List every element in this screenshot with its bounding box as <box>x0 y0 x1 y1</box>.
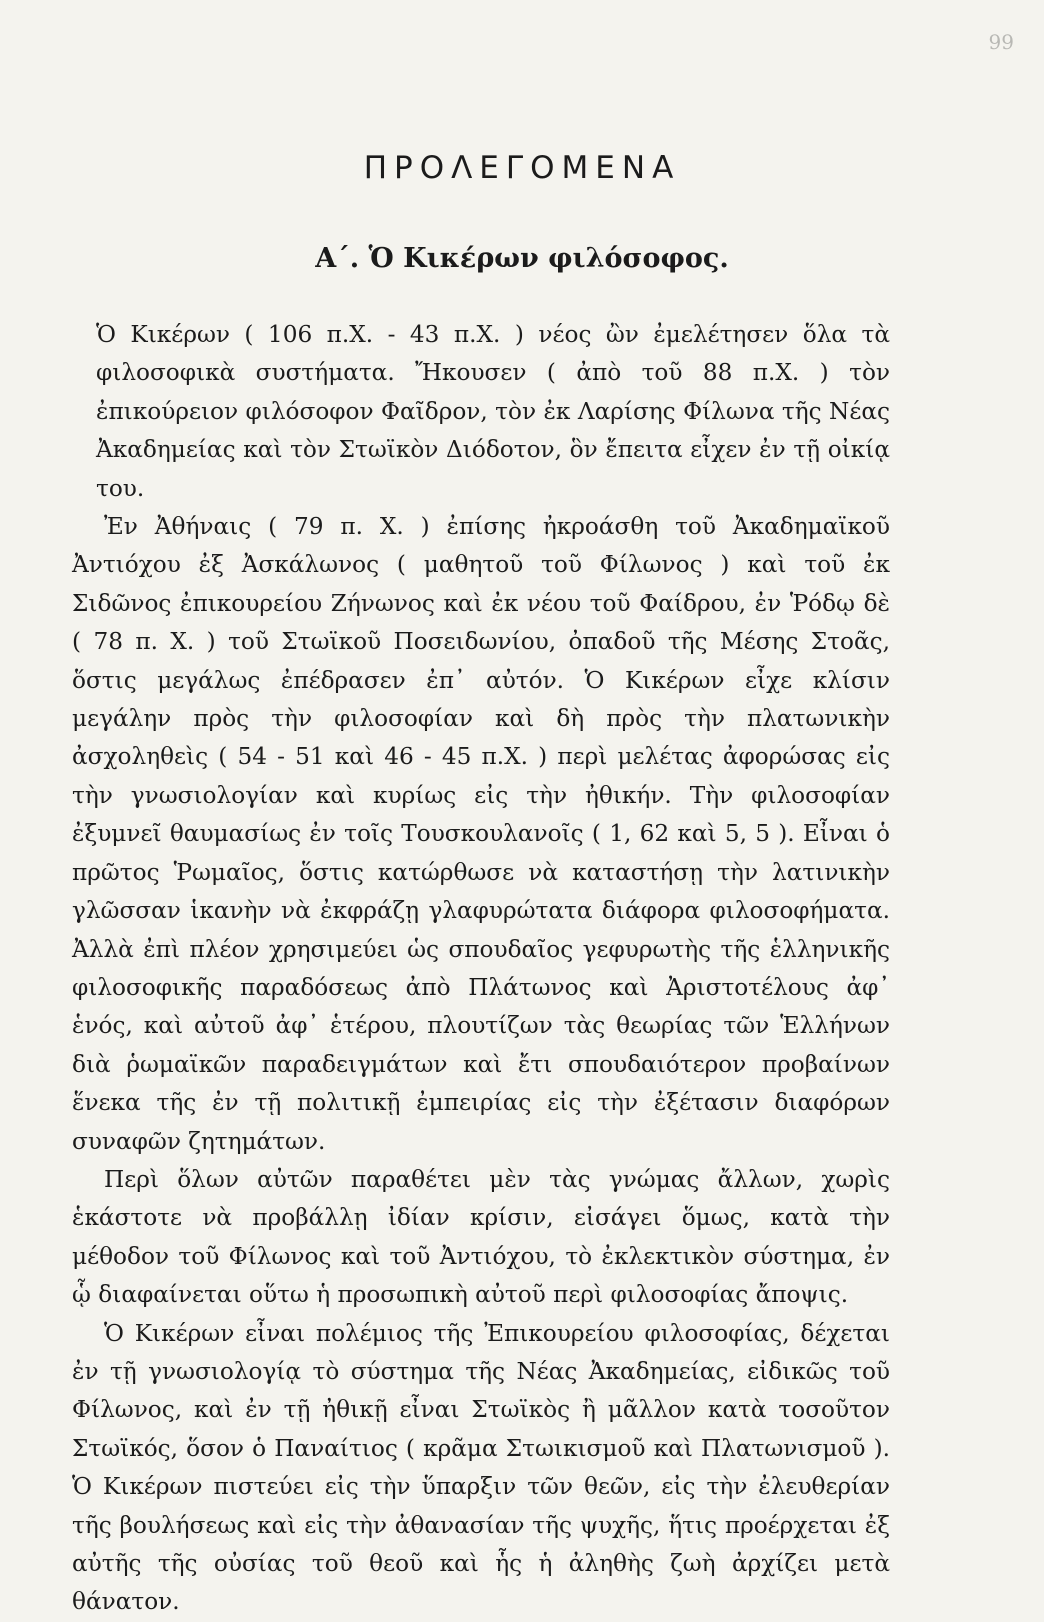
page-title: ΠΡΟΛΕΓΟΜΕΝΑ <box>363 150 681 186</box>
page-number: 99 <box>988 30 1014 54</box>
paragraph-1: Ὁ Κικέρων ( 106 π.Χ. - 43 π.Χ. ) νέος ὢν ἐμελέτησεν ὅλα τὰ φιλοσοφικὰ συστήματα. Ἤκουσεν ( ἀπὸ τοῦ 88 π.Χ. ) τὸν ἐπικούρειον φιλόσοφον Φαῖδρον, τὸν ἐκ Λαρίσης Φίλωνα τῆς Νέας Ἀκαδημείας καὶ τὸν Στωϊκὸν Διόδοτον, ὃν ἔπειτα εἶχεν ἐν τῇ οἰκίᾳ του. <box>96 321 890 502</box>
paragraph-2: Ἐν Ἀθήναις ( 79 π. Χ. ) ἐπίσης ἠκροάσθη τοῦ Ἀκαδημαϊκοῦ Ἀντιόχου ἐξ Ἀσκάλωνος ( μαθητοῦ τοῦ Φίλωνος ) καὶ τοῦ ἐκ Σιδῶνος ἐπικουρείου Ζήνωνος καὶ ἐκ νέου τοῦ Φαίδρου, ἐν Ῥόδῳ δὲ ( 78 π. Χ. ) τοῦ Στωϊκοῦ Ποσειδωνίου, ὀπαδοῦ τῆς Μέσης Στοᾶς, ὅστις μεγάλως ἐπέδρασεν ἐπ᾽ αὐτόν. Ὁ Κικέρων εἶχε κλίσιν μεγάλην πρὸς τὴν φιλοσοφίαν καὶ δὴ πρὸς τὴν πλατωνικὴν ἀσχοληθεὶς ( 54 - 51 καὶ 46 - 45 π.Χ. ) περὶ μελέτας ἀφορώσας εἰς τὴν γνωσιολογίαν καὶ κυρίως εἰς τὴν ἠθικήν. Τὴν φιλοσοφίαν ἐξυμνεῖ θαυμασίως ἐν τοῖς Τουσκουλανοῖς ( 1, 62 καὶ 5, 5 ). Εἶναι ὁ πρῶτος Ῥωμαῖος, ὅστις κατώρθωσε νὰ καταστήσῃ τὴν λατινικὴν γλῶσσαν ἱκανὴν νὰ ἐκφράζῃ γλαφυρώτατα διάφορα φιλοσοφήματα. Ἀλλὰ ἐπὶ πλέον χρησιμεύει ὡς σπουδαῖος γεφυρωτὴς τῆς ἑλληνικῆς φιλοσοφικῆς παραδόσεως ἀπὸ Πλάτωνος καὶ Ἀριστοτέλους ἀφ᾽ ἑνός, καὶ αὐτοῦ ἀφ᾽ ἑτέρου, πλουτίζων τὰς θεωρίας τῶν Ἑλλήνων διὰ ῥωμαϊκῶν παραδειγμάτων καὶ ἔτι σπουδαιότερον προβαίνων ἕνεκα τῆς ἐν τῇ πολιτικῇ ἐμπειρίας εἰς τὴν ἐξέτασιν διαφόρων συναφῶν ζητημάτων. <box>72 513 890 1155</box>
body-text <box>72 316 890 1622</box>
paragraph-4: Ὁ Κικέρων εἶναι πολέμιος τῆς Ἐπικουρείου φιλοσοφίας, δέχεται ἐν τῇ γνωσιολογίᾳ τὸ σύστημα τῆς Νέας Ἀκαδημείας, εἰδικῶς τοῦ Φίλωνος, καὶ ἐν τῇ ἠθικῇ εἶναι Στωϊκὸς ἢ μᾶλλον κατὰ τοσοῦτον Στωϊκός, ὅσον ὁ Παναίτιος ( κρᾶμα Στωικισμοῦ καὶ Πλατωνισμοῦ ). Ὁ Κικέρων πιστεύει εἰς τὴν ὕπαρξιν τῶν θεῶν, εἰς τὴν ἐλευθερίαν τῆς βουλήσεως καὶ εἰς τὴν ἀθανασίαν τῆς ψυχῆς, ἥτις προέρχεται ἐξ αὐτῆς τῆς οὐσίας τοῦ θεοῦ καὶ ἧς ἡ ἀληθὴς ζωὴ ἀρχίζει μετὰ θάνατον. <box>72 1319 890 1616</box>
section-heading: Α΄. Ὁ Κικέρων φιλόσοφος. <box>315 243 729 274</box>
paragraph-3: Περὶ ὅλων αὐτῶν παραθέτει μὲν τὰς γνώμας ἄλλων, χωρὶς ἑκάστοτε νὰ προβάλλῃ ἰδίαν κρίσιν, εἰσάγει ὅμως, κατὰ τὴν μέθοδον τοῦ Φίλωνος καὶ τοῦ Ἀντιόχου, τὸ ἐκλεκτικὸν σύστημα, ἐν ᾧ διαφαίνεται οὕτω ἡ προσωπικὴ αὐτοῦ περὶ φιλοσοφίας ἄποψις. <box>72 1165 890 1309</box>
